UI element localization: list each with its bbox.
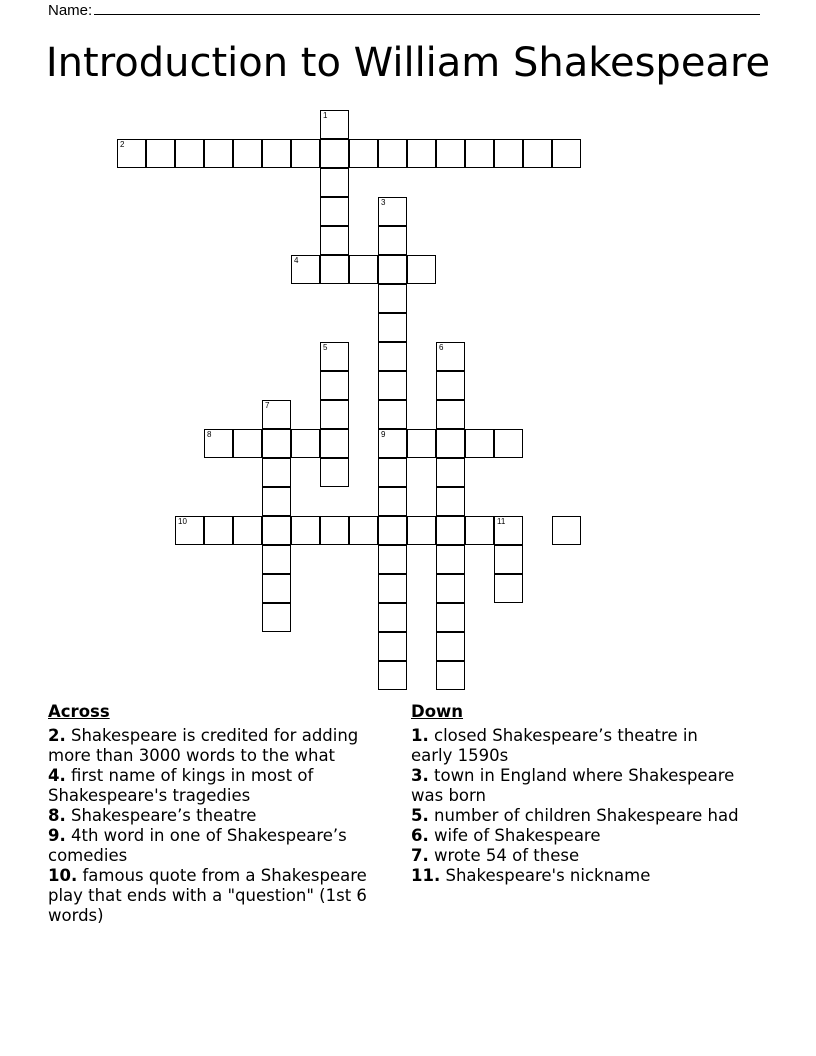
clue-number: 5 <box>323 343 328 352</box>
grid-cell[interactable] <box>320 429 349 458</box>
clue-number: 11 <box>497 517 506 526</box>
grid-cell[interactable] <box>436 429 465 458</box>
grid-cell[interactable] <box>436 342 465 371</box>
down-clue <box>411 766 741 806</box>
grid-cell[interactable] <box>378 458 407 487</box>
clue-num: 5. <box>411 806 429 825</box>
grid-cell[interactable] <box>291 139 320 168</box>
grid-cell[interactable] <box>117 139 146 168</box>
grid-cell[interactable] <box>436 632 465 661</box>
clue-number: 6 <box>439 343 444 352</box>
grid-cell[interactable] <box>465 139 494 168</box>
clue-text: town in England where Shakespeare was born <box>411 766 735 805</box>
grid-cell[interactable] <box>378 603 407 632</box>
clue-number: 7 <box>265 401 270 410</box>
across-clue <box>48 766 398 806</box>
page-title: Introduction to William Shakespeare <box>45 40 771 86</box>
across-heading: Across <box>48 702 110 721</box>
grid-cell[interactable] <box>378 487 407 516</box>
grid-cell[interactable] <box>465 429 494 458</box>
across-clue <box>48 806 398 826</box>
grid-cell[interactable] <box>378 429 407 458</box>
grid-cell[interactable] <box>262 458 291 487</box>
clue-number: 10 <box>178 517 187 526</box>
grid-cell[interactable] <box>262 139 291 168</box>
clue-num: 4. <box>48 766 66 785</box>
grid-cell[interactable] <box>378 371 407 400</box>
clue-num: 9. <box>48 826 66 845</box>
down-heading: Down <box>411 702 464 721</box>
grid-cell[interactable] <box>233 429 262 458</box>
grid-cell[interactable] <box>552 516 581 545</box>
grid-cell[interactable] <box>291 255 320 284</box>
across-clue <box>48 726 398 766</box>
clue-num: 7. <box>411 846 429 865</box>
grid-cell[interactable] <box>494 139 523 168</box>
grid-cell[interactable] <box>262 400 291 429</box>
grid-cell[interactable] <box>494 545 523 574</box>
clue-num: 1. <box>411 726 429 745</box>
grid-cell[interactable] <box>233 139 262 168</box>
grid-cell[interactable] <box>262 516 291 545</box>
grid-cell[interactable] <box>494 429 523 458</box>
clue-text: number of children Shakespeare had <box>434 806 739 825</box>
grid-cell[interactable] <box>378 574 407 603</box>
grid-cell[interactable] <box>436 371 465 400</box>
clue-number: 8 <box>207 430 212 439</box>
grid-cell[interactable] <box>378 545 407 574</box>
grid-cell[interactable] <box>320 255 349 284</box>
grid-cell[interactable] <box>436 603 465 632</box>
grid-cell[interactable] <box>378 197 407 226</box>
clue-num: 3. <box>411 766 429 785</box>
grid-cell[interactable] <box>349 139 378 168</box>
grid-cell[interactable] <box>204 429 233 458</box>
grid-cell[interactable] <box>407 516 436 545</box>
clue-text: first name of kings in most of Shakespeare's tragedies <box>48 766 314 805</box>
grid-cell[interactable] <box>291 429 320 458</box>
clue-number: 9 <box>381 430 386 439</box>
grid-cell[interactable] <box>320 371 349 400</box>
grid-cell[interactable] <box>320 458 349 487</box>
grid-cell[interactable] <box>436 516 465 545</box>
grid-cell[interactable] <box>552 139 581 168</box>
grid-cell[interactable] <box>436 487 465 516</box>
grid-cell[interactable] <box>378 400 407 429</box>
down-clue <box>411 826 741 846</box>
grid-cell[interactable] <box>233 516 262 545</box>
clue-text: famous quote from a Shakespeare play that ends with a "question" (1st 6 words) <box>48 866 367 925</box>
clue-number: 3 <box>381 198 386 207</box>
grid-cell[interactable] <box>320 197 349 226</box>
grid-cell[interactable] <box>378 284 407 313</box>
grid-cell[interactable] <box>204 139 233 168</box>
clue-num: 6. <box>411 826 429 845</box>
grid-cell[interactable] <box>262 545 291 574</box>
grid-cell[interactable] <box>262 603 291 632</box>
grid-cell[interactable] <box>262 429 291 458</box>
grid-cell[interactable] <box>378 342 407 371</box>
grid-cell[interactable] <box>262 574 291 603</box>
clue-text: Shakespeare is credited for adding more than 3000 words to the what <box>48 726 359 765</box>
grid-cell[interactable] <box>291 516 320 545</box>
grid-cell[interactable] <box>407 429 436 458</box>
grid-cell[interactable] <box>436 400 465 429</box>
grid-cell[interactable] <box>465 516 494 545</box>
down-clue <box>411 846 741 866</box>
clue-num: 2. <box>48 726 66 745</box>
grid-cell[interactable] <box>436 545 465 574</box>
grid-cell[interactable] <box>436 574 465 603</box>
grid-cell[interactable] <box>146 139 175 168</box>
across-clue <box>48 866 398 926</box>
grid-cell[interactable] <box>523 139 552 168</box>
grid-cell[interactable] <box>378 226 407 255</box>
grid-cell[interactable] <box>204 516 233 545</box>
grid-cell[interactable] <box>494 574 523 603</box>
grid-cell[interactable] <box>378 139 407 168</box>
grid-cell[interactable] <box>262 487 291 516</box>
grid-cell[interactable] <box>320 226 349 255</box>
across-clue <box>48 826 398 866</box>
grid-cell[interactable] <box>407 255 436 284</box>
clue-text: Shakespeare’s theatre <box>71 806 257 825</box>
clue-text: wife of Shakespeare <box>434 826 601 845</box>
grid-cell[interactable] <box>320 110 349 139</box>
down-clue <box>411 866 741 886</box>
clue-num: 11. <box>411 866 441 885</box>
grid-cell[interactable] <box>175 516 204 545</box>
clue-text: closed Shakespeare’s theatre in early 1590s <box>411 726 698 765</box>
grid-cell[interactable] <box>378 516 407 545</box>
clue-text: wrote 54 of these <box>434 846 580 865</box>
grid-cell[interactable] <box>320 342 349 371</box>
grid-cell[interactable] <box>320 168 349 197</box>
clue-num: 10. <box>48 866 78 885</box>
grid-cell[interactable] <box>436 458 465 487</box>
across-clue-list <box>48 726 398 926</box>
clue-text: Shakespeare's nickname <box>445 866 651 885</box>
clue-num: 8. <box>48 806 66 825</box>
name-label: Name: <box>48 2 93 19</box>
grid-cell[interactable] <box>320 400 349 429</box>
down-clues <box>411 702 741 886</box>
grid-cell[interactable] <box>320 516 349 545</box>
grid-cell[interactable] <box>378 632 407 661</box>
grid-cell[interactable] <box>494 516 523 545</box>
grid-cell[interactable] <box>175 139 204 168</box>
clue-number: 2 <box>120 140 125 149</box>
grid-cell[interactable] <box>349 516 378 545</box>
grid-cell[interactable] <box>378 255 407 284</box>
clue-text: 4th word in one of Shakespeare’s comedies <box>48 826 347 865</box>
clue-number: 4 <box>294 256 299 265</box>
grid-cell[interactable] <box>407 139 436 168</box>
down-clue <box>411 806 741 826</box>
clue-number: 1 <box>323 111 328 120</box>
down-clue <box>411 726 741 766</box>
grid-cell[interactable] <box>436 139 465 168</box>
grid-cell[interactable] <box>378 661 407 690</box>
grid-cell[interactable] <box>378 313 407 342</box>
grid-cell[interactable] <box>320 139 349 168</box>
grid-cell[interactable] <box>436 661 465 690</box>
down-clue-list <box>411 726 741 886</box>
across-clues <box>48 702 398 926</box>
grid-cell[interactable] <box>349 255 378 284</box>
